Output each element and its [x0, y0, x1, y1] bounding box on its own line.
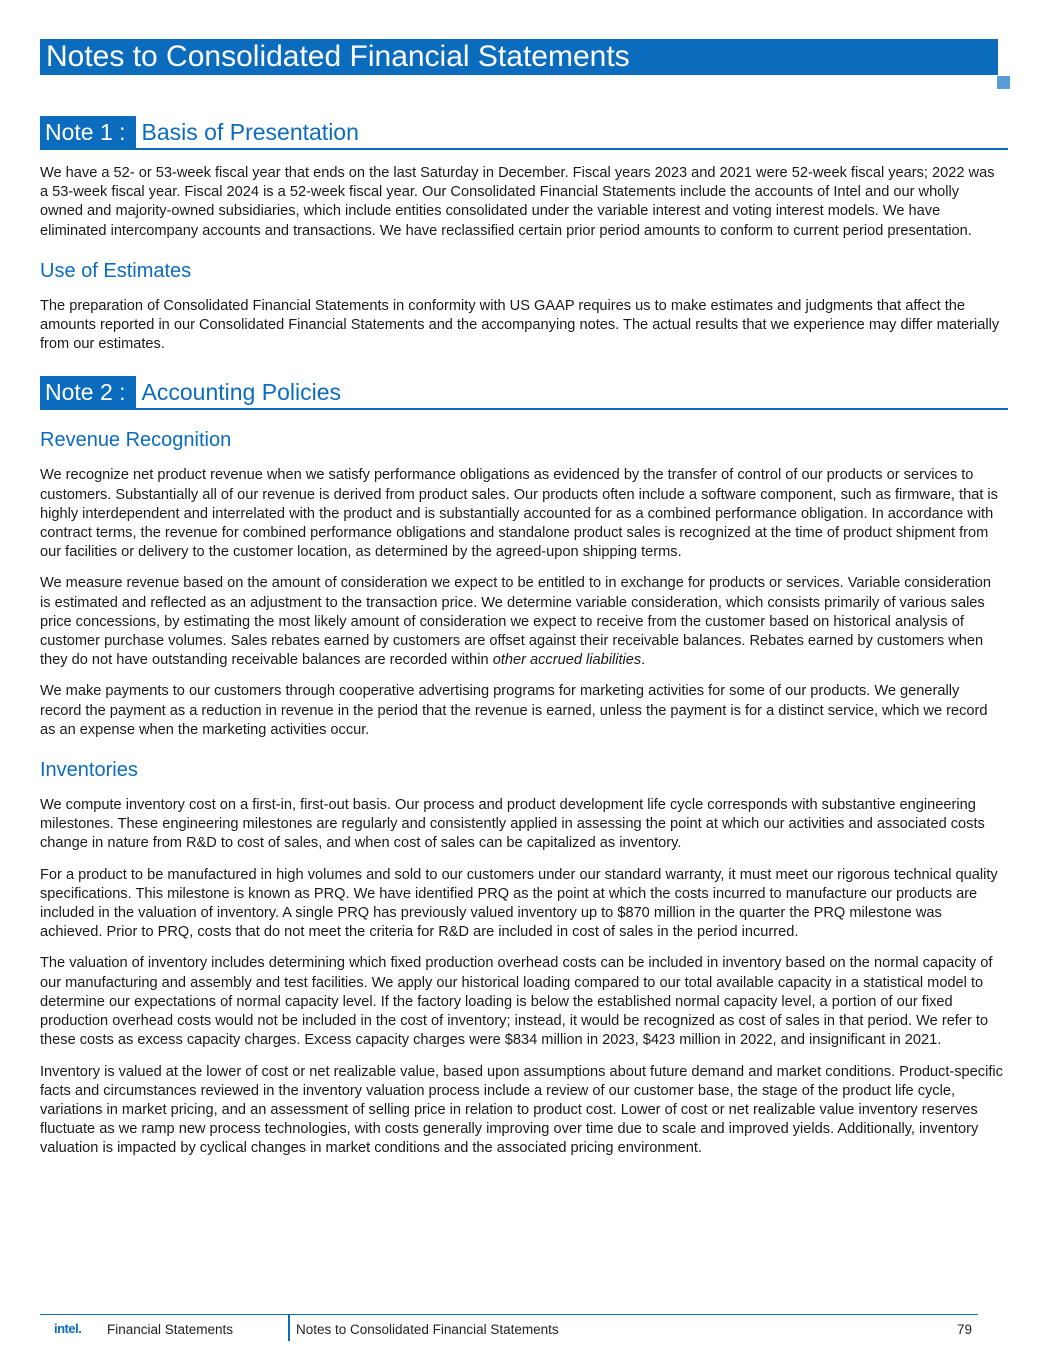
- inventories-heading: Inventories: [40, 759, 138, 782]
- inventories-paragraph-1: We compute inventory cost on a first-in, first-out basis. Our process and product development life cycle corresponds with substantive engineering milestones. These engineering milestones are regularly and consistently applied in assessing the point at which our activities and associated costs change in nature from R&D to cost of sales, and when cost of sales can be capitalized as inventory.: [40, 797, 985, 852]
- use-of-estimates-paragraph: The preparation of Consolidated Financial Statements in conformity with US GAAP requires us to make estimates and judgments that affect the amounts reported in our Consolidated Financial Statements and the accompanying notes. The actual results that we experience may differ materially from our estimates.: [40, 297, 1000, 353]
- revenue-paragraph-3: We make payments to our customers through cooperative advertising programs for marketing activities for some of our products. We generally record the payment as a reduction in revenue in the period that the revenue is earned, unless the payment is for a distinct service, which we record as an expense when the marketing activities occur.: [40, 683, 988, 738]
- intel-logo: intel.: [54, 1321, 82, 1336]
- footer-subsection: Notes to Consolidated Financial Statements: [296, 1322, 559, 1337]
- page-number: 79: [956, 1322, 972, 1337]
- title-accent-square: [997, 76, 1010, 89]
- revenue-paragraph-1: We recognize net product revenue when we satisfy performance obligations as evidenced by the transfer of control of our products or services to customers. Substantially all of our revenue is derived from product sales. Our products often include a software component, such as firmware, that is highly interdependent and interrelated with the product and is substantially accounted for as a combined performance obligation. In accordance with contract terms, the revenue for combined performance obligations and standalone product sales is recognized at the time of product shipment from our facilities or delivery to the customer location, as determined by the agreed-upon shipping terms.: [40, 467, 998, 561]
- note-2-label: Note 2 :: [40, 376, 136, 408]
- note-1-header: [40, 116, 1008, 150]
- note-2-header: [40, 376, 1008, 410]
- footer-divider: [288, 1315, 290, 1341]
- inventories-paragraph-2: For a product to be manufactured in high volumes and sold to our customers under our standard warranty, it must meet our rigorous technical quality specifications. This milestone is known as PRQ. We have identified PRQ as the point at which the costs incurred to manufacture our products are included in the valuation of inventory. A single PRQ has previously valued inventory up to $870 million in the quarter the PRQ milestone was achieved. Prior to PRQ, costs that do not meet the criteria for R&D are included in cost of sales in the period incurred.: [40, 866, 998, 941]
- other-accrued-liabilities-term: other accrued liabilities: [492, 652, 642, 669]
- page-title: Notes to Consolidated Financial Statements: [40, 39, 998, 75]
- revenue-paragraph-2: [40, 574, 1008, 670]
- note-1-label: Note 1 :: [40, 116, 136, 148]
- revenue-paragraph-2-text: We measure revenue based on the amount of consideration we expect to be entitled to in exchange for products or services. Variable consideration is estimated and reflected as an adjustment to the transaction price. We determine variable consideration, which consists primarily of various sales price concessions, by estimating the most likely amount of consideration we expect to receive from the customer based on historical analysis of customer purchase volumes. Sales rebates earned by customers are offset against their receivable balances. Rebates earned by customers when they do not have outstanding receivable balances are recorded within: [40, 575, 992, 669]
- use-of-estimates-heading: Use of Estimates: [40, 259, 192, 282]
- footer-section: Financial Statements: [107, 1322, 234, 1337]
- note-2-title: Accounting Policies: [141, 379, 341, 406]
- revenue-recognition-heading: Revenue Recognition: [40, 429, 232, 452]
- inventories-paragraph-3: The valuation of inventory includes determining which fixed production overhead costs can be included in inventory based on the normal capacity of our manufacturing and assembly and test facilities. We apply our historical loading compared to our total available capacity in a statistical model to determine our expectations of normal capacity level. If the factory loading is below the established normal capacity level, a portion of our fixed production overhead costs would not be included in the cost of inventory; instead, it would be recognized as cost of sales in that period. We refer to these costs as excess capacity charges. Excess capacity charges were $834 million in 2023, $423 million in 2022, and insignificant in 2021.: [40, 955, 993, 1049]
- note-1-title: Basis of Presentation: [141, 119, 359, 145]
- note-1-paragraph: We have a 52- or 53-week fiscal year that ends on the last Saturday in December. Fiscal years 2023 and 2021 were 52-week fiscal years; 2022 was a 53-week fiscal year. Fiscal 2024 is a 52-week fiscal year. Our Consolidated Financial Statements include the accounts of Intel and our wholly owned and majority-owned subsidiaries, which include entities consolidated under the variable interest and voting interest models. We have eliminated intercompany accounts and transactions. We have reclassified certain prior period amounts to conform to current period presentation.: [40, 165, 995, 239]
- inventories-paragraph-4: Inventory is valued at the lower of cost or net realizable value, based upon assumptions about future demand and market conditions. Product-specific facts and circumstances reviewed in the inventory valuation process include a review of our customer base, the stage of the product life cycle, variations in market pricing, and an assessment of selling price in relation to product cost. Lower of cost or net realizable value inventory reserves fluctuate as we ramp new process technologies, with costs generally improving over time due to scale and improved yields. Additionally, inventory valuation is impacted by cyclical changes in market conditions and the associated pricing environment.: [40, 1063, 1003, 1157]
- page-footer: [40, 1314, 978, 1343]
- revenue-paragraph-2-end: .: [641, 652, 646, 669]
- page-content: [40, 39, 1008, 1171]
